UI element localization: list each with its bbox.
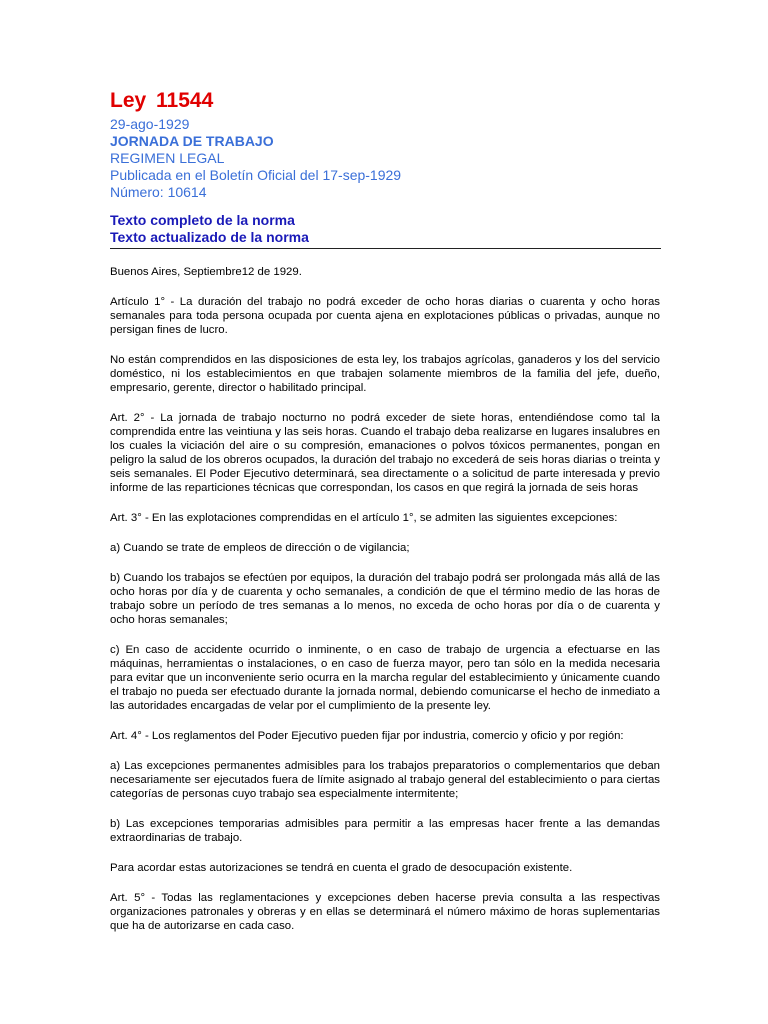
- paragraph-article-4-note: Para acordar estas autorizaciones se tendrá en cuenta el grado de desocupación existente.: [110, 862, 573, 874]
- paragraph-article-2: Art. 2° - La jornada de trabajo nocturno no podrá exceder de siete horas, entendiéndose como tal la comprendida entre las veintiuna y las seis horas. Cuando el trabajo deba realizarse en lugares insalubres en los cuales la viciación del aire o su compresión, emanaciones o polvos tóxicos permanentes, pongan en peligro la salud de los obreros ocupados, la duración del trabajo no excederá de seis horas diarias o treinta y seis semanales. El Poder Ejecutivo determinará, sea directamente o a solicitud de parte interesada y previo informe de las reparticiones técnicas que correspondan, los casos en que regirá la jornada de seis horas: [110, 412, 660, 494]
- paragraph-article-3-b: b) Cuando los trabajos se efectúen por equipos, la duración del trabajo podrá ser prolongada más allá de las ocho horas por día y de cuarenta y ocho semanales, a condición de que el término medio de las horas de trabajo sobre un período de tres semanas a lo menos, no exceda de ocho horas por día o de cuarenta y ocho horas semanales;: [110, 572, 660, 626]
- norm-links: [110, 212, 660, 246]
- paragraph-article-4: Art. 4° - Los reglamentos del Poder Ejecutivo pueden fijar por industria, comercio y oficio y por región:: [110, 730, 624, 742]
- paragraph-article-3-c: c) En caso de accidente ocurrido o inminente, o en caso de trabajo de urgencia a efectuarse en las máquinas, herramientas o instalaciones, o en caso de fuerza mayor, pero tan sólo en la medida necesaria para evitar que un inconveniente serio ocurra en la marcha regular del establecimiento y únicamente cuando el trabajo no pueda ser efectuado durante la jornada normal, debiendo comunicarse el hecho de inmediato a las autoridades encargadas de velar por el cumplimiento de la presente ley.: [110, 644, 660, 712]
- law-body: [110, 265, 660, 949]
- paragraph-article-1: Artículo 1° - La duración del trabajo no podrá exceder de ocho horas diarias o cuarenta y ocho horas semanales para toda persona ocupada por cuenta ajena en explotaciones públicas o privadas, aunque no persigan fines de lucro.: [110, 296, 660, 336]
- header-divider: [110, 248, 661, 249]
- updated-text-link[interactable]: Texto actualizado de la norma: [110, 229, 309, 245]
- paragraph-article-4-a: a) Las excepciones permanentes admisibles para los trabajos preparatorios o complementarios que deban necesariamente ser ejecutados fuera de límite asignado al trabajo general del establecimiento o para ciertas categorías de personas cuyo trabajo sea especialmente intermitente;: [110, 760, 660, 800]
- paragraph-article-3-a: a) Cuando se trate de empleos de dirección o de vigilancia;: [110, 542, 410, 554]
- paragraph-article-1-exclusions: No están comprendidos en las disposiciones de esta ley, los trabajos agrícolas, ganaderos y los del servicio doméstico, ni los establecimientos en que trabajen solamente miembros de la familia del jefe, dueño, empresario, gerente, director o habilitado principal.: [110, 354, 660, 394]
- law-header: [110, 88, 660, 246]
- law-subject: JORNADA DE TRABAJO: [110, 133, 274, 149]
- paragraph-article-3: Art. 3° - En las explotaciones comprendidas en el artículo 1°, se admiten las siguientes excepciones:: [110, 512, 618, 524]
- law-number: Número: 10614: [110, 184, 207, 200]
- paragraph-article-5: Art. 5° - Todas las reglamentaciones y excepciones deben hacerse previa consulta a las respectivas organizaciones patronales y obreras y en ellas se determinará el número máximo de horas suplementarias que ha de autorizarse en cada caso.: [110, 892, 660, 932]
- law-date: 29-ago-1929: [110, 116, 190, 132]
- full-text-link[interactable]: Texto completo de la norma: [110, 212, 295, 228]
- law-title: Ley 11544: [110, 89, 214, 112]
- paragraph-article-4-b: b) Las excepciones temporarias admisibles para permitir a las empresas hacer frente a las demandas extraordinarias de trabajo.: [110, 818, 660, 844]
- law-regime: REGIMEN LEGAL: [110, 150, 225, 166]
- paragraph-place-date: Buenos Aires, Septiembre12 de 1929.: [110, 266, 302, 278]
- law-publication: Publicada en el Boletín Oficial del 17-sep-1929: [110, 167, 402, 183]
